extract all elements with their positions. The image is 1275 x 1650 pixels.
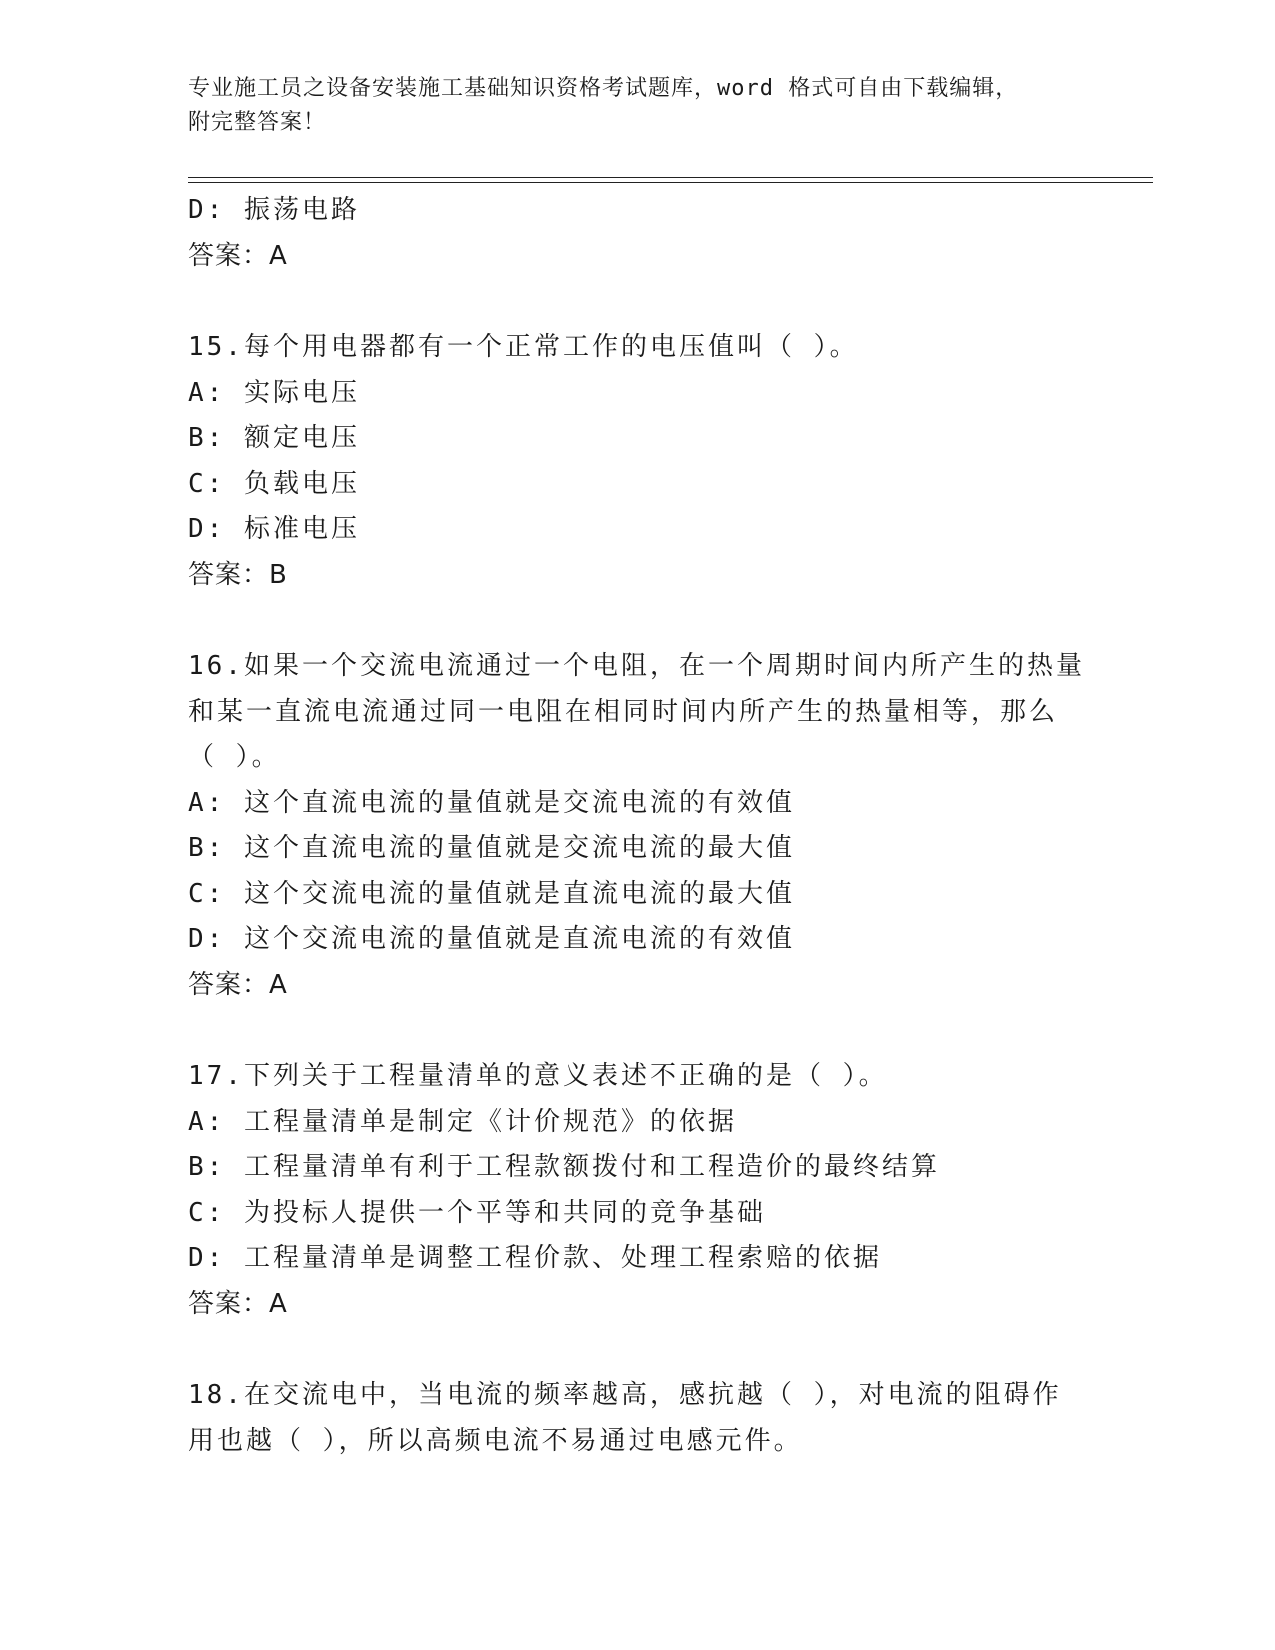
- answer: 答案：B: [188, 559, 288, 590]
- option-b: B: 这个直流电流的量值就是交流电流的最大值: [188, 833, 795, 863]
- option-c: C: 这个交流电流的量值就是直流电流的最大值: [188, 878, 795, 909]
- answer: 答案：A: [188, 240, 288, 271]
- question-16: [188, 644, 1153, 1008]
- option-c: C: 负载电压: [188, 468, 360, 499]
- header-line-1: 专业施工员之设备安装施工基础知识资格考试题库，word 格式可自由下载编辑，: [188, 76, 1019, 101]
- header-divider-top: [188, 177, 1153, 178]
- option-a: A: 实际电压: [188, 377, 360, 408]
- question-text: 18.在交流电中，当电流的频率越高，感抗越（ ），对电流的阻碍作 用也越（ ），所以高频电流不易通过电感元件。: [188, 1380, 1062, 1456]
- header-line-2: 附完整答案！: [188, 110, 327, 135]
- option-a: A: 工程量清单是制定《计价规范》的依据: [188, 1106, 737, 1137]
- option-b: B: 额定电压: [188, 423, 360, 453]
- question-list: [188, 188, 1153, 1464]
- question-18: [188, 1373, 1153, 1464]
- option-d: D: 标准电压: [188, 514, 360, 544]
- question-17: [188, 1054, 1153, 1327]
- option-b: B: 工程量清单有利于工程款额拨付和工程造价的最终结算: [188, 1152, 940, 1182]
- question-text: 17.下列关于工程量清单的意义表述不正确的是（ ）。: [188, 1061, 888, 1091]
- option-a: A: 这个直流电流的量值就是交流电流的有效值: [188, 787, 795, 818]
- answer: 答案：A: [188, 1288, 288, 1319]
- question-text: 15.每个用电器都有一个正常工作的电压值叫（ ）。: [188, 332, 859, 362]
- question-text: 16.如果一个交流电流通过一个电阻，在一个周期时间内所产生的热量 和某一直流电流通过同一电阻在相同时间内所产生的热量相等，那么 （ ）。: [188, 651, 1085, 772]
- option-c: C: 为投标人提供一个平等和共同的竞争基础: [188, 1197, 766, 1228]
- page-header: [188, 72, 1088, 140]
- question-15: [188, 325, 1153, 598]
- answer: 答案：A: [188, 969, 288, 1000]
- option-d: D: 这个交流电流的量值就是直流电流的有效值: [188, 924, 795, 954]
- header-divider-bottom: [188, 182, 1153, 183]
- option-d: D: 工程量清单是调整工程价款、处理工程索赔的依据: [188, 1243, 882, 1273]
- question-14-continuation: [188, 188, 1153, 279]
- option-d: D: 振荡电路: [188, 195, 360, 225]
